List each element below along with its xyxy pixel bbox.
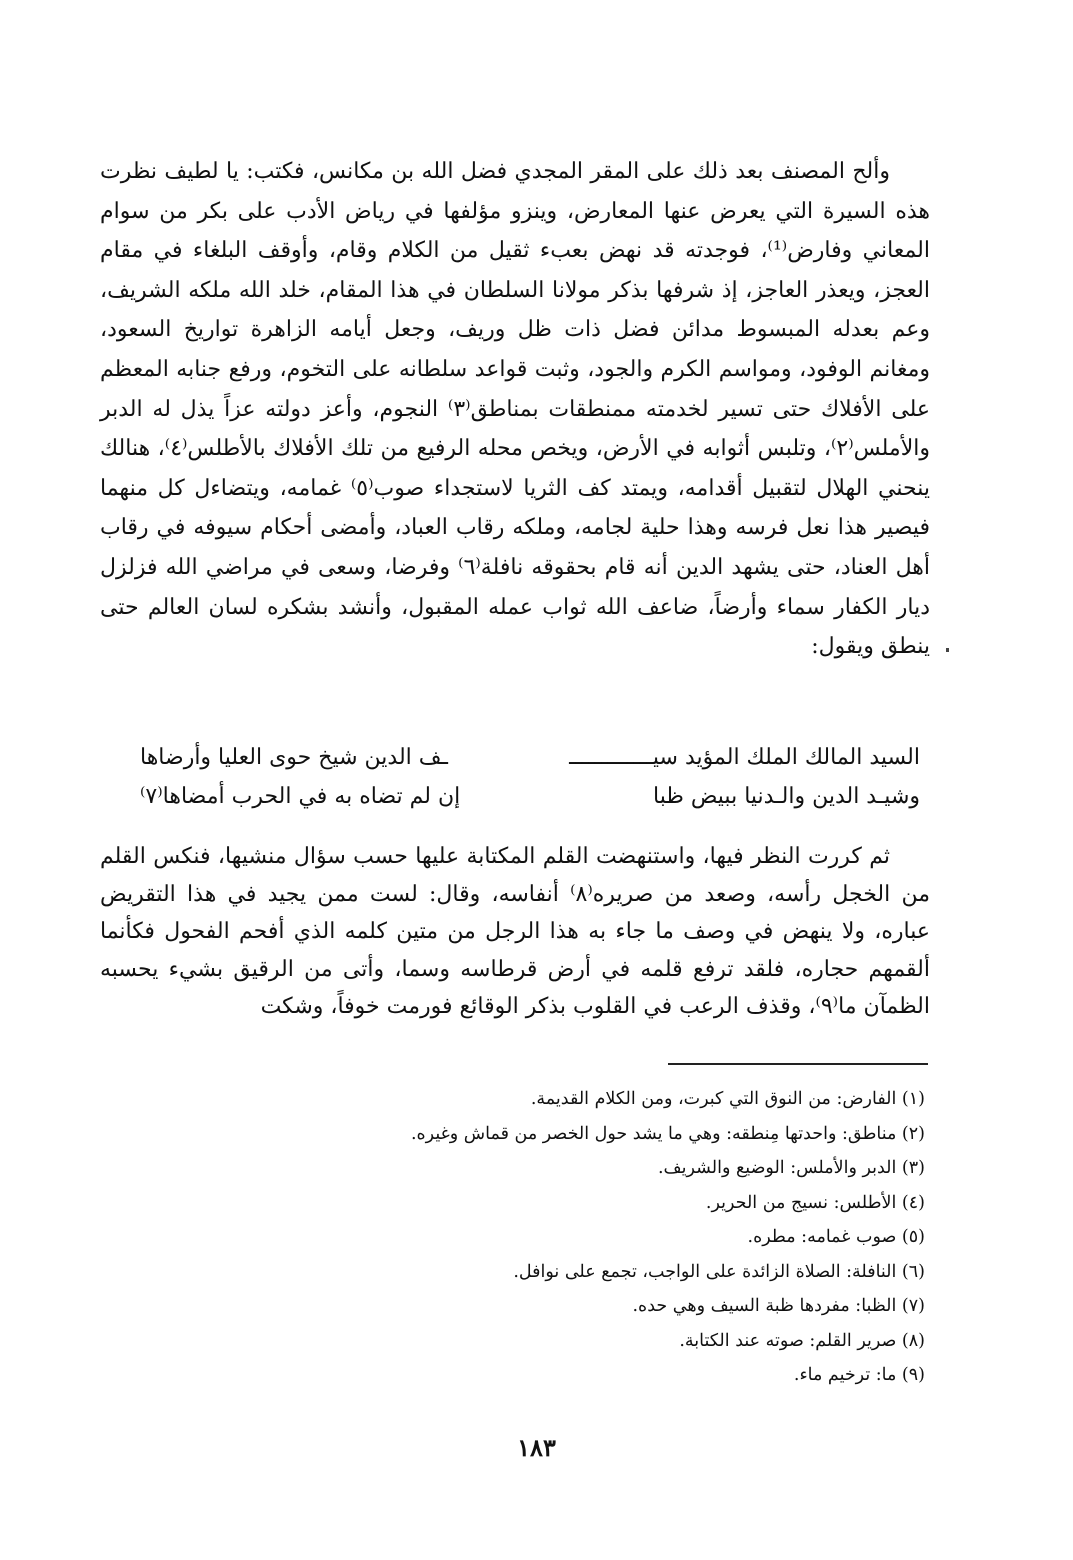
footnote-1: (١) الفارض: من النوق التي كبرت، ومن الكلام القديمة. <box>530 1089 925 1109</box>
footnote-3: (٣) الدبر والأملس: الوضيع والشريف. <box>657 1158 925 1178</box>
footnote-6: (٦) النافلة: الصلاة الزائدة على الواجب، تجمع على نوافل. <box>513 1261 925 1282</box>
footnote-4: (٤) الأطلس: نسيج من الحرير. <box>705 1192 925 1213</box>
verse-1 <box>140 738 920 777</box>
margin-mark <box>946 648 949 652</box>
page-number: ١٨٣ <box>517 1433 556 1462</box>
verse-1-first-hemistich: السيد المالك الملك المؤيد سيـــــــــــــ <box>569 745 920 770</box>
poem <box>140 738 920 816</box>
footnote-5: (٥) صوب غمامه: مطره. <box>747 1227 925 1247</box>
verse-2-first-hemistich: وشيـد الدين والـدنيا ببيض ظبا <box>653 784 920 809</box>
footnote-2: (٢) مناطق: واحدتها مِنطقه: وهي ما يشد حول الخصر من قماش وغيره. <box>410 1123 925 1144</box>
footnote-9: (٩) ما: ترخيم ماء. <box>793 1365 925 1385</box>
verse-1-second-hemistich: ـف الدين شيخ حوى العليا وأرضاها <box>140 745 448 770</box>
verse-2-second-hemistich: إن لم تضاه به في الحرب أمضاها⁽٧⁾ <box>140 784 461 809</box>
footnote-7: (٧) الظبا: مفردها ظبة السيف وهي حده. <box>632 1296 925 1316</box>
footnote-separator <box>668 1063 928 1065</box>
verse-2 <box>140 777 920 816</box>
paragraph-2: ثم كررت النظر فيها، واستنهضت القلم المكتابة عليها حسب سؤال منشيها، فنكس القلم من الخجل رأسه، وصعد من صريره⁽٨⁾ أنفاسه، وقال: لست ممن يجيد في هذا التقريض عباره، ولا ينهض في وصف ما جاء به هذا الرجل من متين كلمه الذي أفحم الفحول فكأنما ألقمهم حجاره، فلقد ترفع قلمه في أرض قرطاسه وسما، وأتى من الرقيق بشيء يحسبه الظمآن ما⁽٩⁾، وقذف الرعب في القلوب بذكر الوقائع فورمت خوفاً، وشكت <box>100 844 930 1019</box>
footnote-8: (٨) صرير القلم: صوته عند الكتابة. <box>679 1330 925 1351</box>
main-text <box>100 152 930 667</box>
paragraph-1: وألح المصنف بعد ذلك على المقر المجدي فضل الله بن مكانس، فكتب: يا لطيف نظرت هذه السيرة التي يعرض عنها المعارض، وينزو مؤلفها في رياض الأدب على بكر من سوام المعاني وفارض⁽¹⁾، فوجدته قد نهض بعبء ثقيل من الكلام وقام، وأوقف البلغاء في مقام العجز، ويعذر العاجز، إذ شرفها بذكر مولانا السلطان في هذا المقام، خلد الله ملكه الشريف، وعم بعدله المبسوط مدائن فضل ذات ظل وريف، وجعل أيامه الزاهرة تواريخ السعود، ومغانم الوفود، ومواسم الكرم والجود، وثبت قواعد سلطانه على التخوم، ورفع جنابه المعظم على الأفلاك حتى تسير لخدمته ممنطقات بمناطق⁽٣⁾ النجوم، وأعز دولته عزاً يذل له الدبر والأملس⁽٢⁾، وتلبس أثوابه في الأرض، ويخص محله الرفيع من تلك الأفلاك بالأطلس⁽٤⁾، هنالك ينحني الهلال لتقبيل أقدامه، ويمتد كف الثريا لاستجداء صوب⁽٥⁾ غمامه، ويتضاءل كل منهما فيصير هذا نعل فرسه وهذا حلية لجامه، وملكه رقاب العباد، وأمضى أحكام سيوفه في رقاب أهل العناد، حتى يشهد الدين أنه قام بحقوقه نافلة⁽٦⁾ وفرضا، وسعى في مراضي الله فزلزل ديار الكفار سماء وأرضاً، ضاعف الله ثواب عمله المقبول، وأنشد بشكره لسان العالم حتى ينطق ويقول: <box>100 159 931 660</box>
footnotes <box>205 1082 925 1393</box>
